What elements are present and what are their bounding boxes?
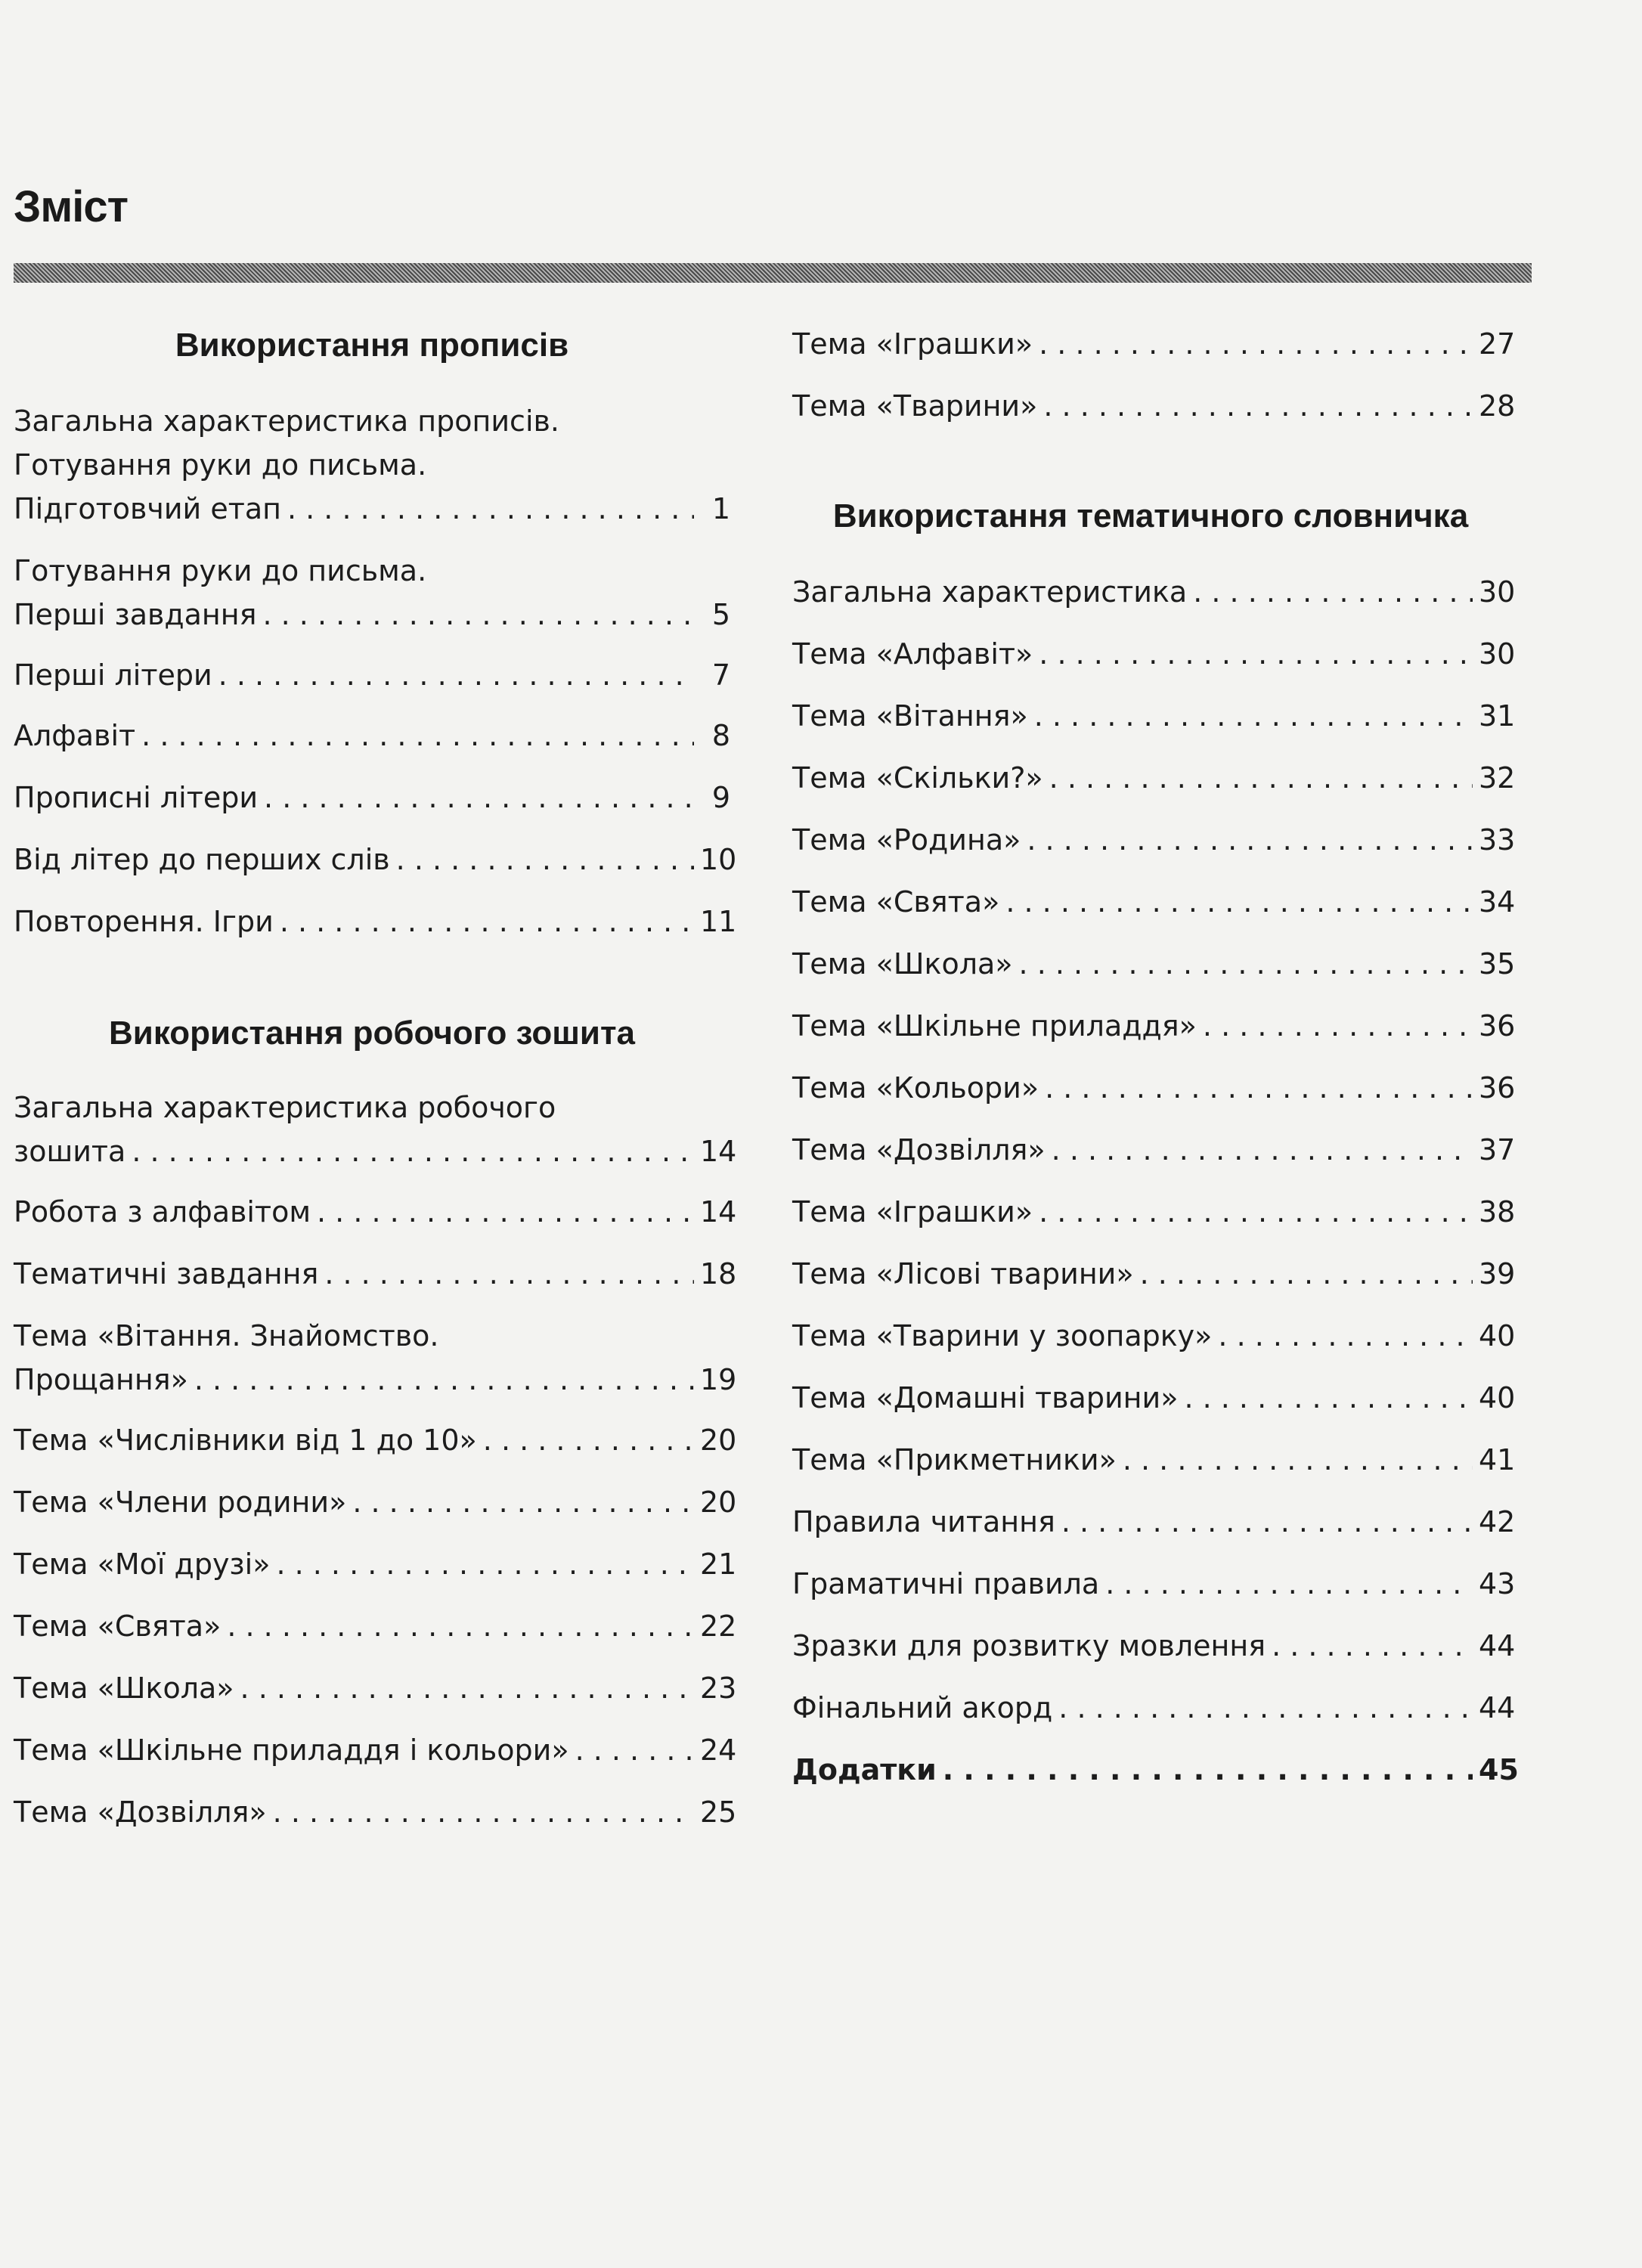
toc-page-number: 27 bbox=[1479, 327, 1516, 361]
toc-entry-line: Тема «Вітання. Знайомство. bbox=[14, 1319, 439, 1352]
title-divider bbox=[14, 263, 1532, 283]
dot-leader bbox=[194, 1358, 694, 1402]
toc-entry[interactable] bbox=[14, 714, 730, 758]
toc-entry[interactable] bbox=[792, 1562, 1516, 1606]
toc-entry[interactable] bbox=[14, 1314, 737, 1402]
toc-entry-title: Загальна характеристика bbox=[792, 575, 1188, 609]
toc-page-number: 19 bbox=[700, 1363, 737, 1396]
toc-entry[interactable] bbox=[792, 818, 1516, 862]
section-heading-propysy: Використання прописів bbox=[175, 327, 569, 364]
toc-page-number: 30 bbox=[1479, 575, 1516, 609]
dot-leader bbox=[276, 1542, 694, 1586]
toc-page-number: 28 bbox=[1479, 389, 1516, 423]
dot-leader bbox=[575, 1728, 694, 1772]
dot-leader bbox=[240, 1666, 694, 1710]
toc-page-number: 37 bbox=[1479, 1133, 1516, 1167]
toc-entry-title: Тема «Тварини у зоопарку» bbox=[792, 1319, 1213, 1352]
toc-entry-title: Робота з алфавітом bbox=[14, 1195, 311, 1228]
dot-leader bbox=[1193, 570, 1473, 614]
toc-page-number: 42 bbox=[1479, 1505, 1516, 1538]
toc-page-number: 24 bbox=[700, 1734, 737, 1767]
dot-leader bbox=[280, 900, 694, 943]
toc-page-number: 34 bbox=[1479, 885, 1516, 919]
toc-page-number: 39 bbox=[1479, 1257, 1516, 1290]
toc-page-number: 18 bbox=[700, 1257, 737, 1290]
toc-entry[interactable] bbox=[792, 880, 1516, 924]
toc-page-number: 9 bbox=[711, 781, 730, 814]
dot-leader bbox=[1049, 756, 1473, 800]
dot-leader bbox=[1027, 818, 1473, 862]
toc-entry-title: Тема «Родина» bbox=[792, 823, 1021, 857]
toc-entry[interactable] bbox=[14, 1604, 737, 1648]
toc-page-number: 43 bbox=[1479, 1567, 1516, 1600]
toc-entry-title: Перші завдання bbox=[14, 598, 257, 631]
toc-entry-title: Тема «Числівники від 1 до 10» bbox=[14, 1424, 477, 1457]
toc-page-number: 35 bbox=[1479, 947, 1516, 981]
dot-leader bbox=[227, 1604, 694, 1648]
toc-entry[interactable] bbox=[792, 1624, 1516, 1668]
dot-leader bbox=[1140, 1252, 1473, 1296]
toc-page-number: 23 bbox=[700, 1672, 737, 1705]
dot-leader bbox=[264, 776, 694, 820]
dot-leader bbox=[1034, 694, 1473, 738]
dot-leader bbox=[1105, 1562, 1473, 1606]
toc-page-number: 33 bbox=[1479, 823, 1516, 857]
toc-entry[interactable] bbox=[14, 900, 737, 943]
section-heading-robochyi-zoshyt: Використання робочого зошита bbox=[109, 1015, 635, 1052]
dot-leader bbox=[943, 1748, 1473, 1792]
toc-entry-title: Тема «Шкільне приладдя» bbox=[792, 1009, 1197, 1043]
dot-leader bbox=[1043, 384, 1473, 428]
toc-entry[interactable] bbox=[792, 632, 1516, 676]
dot-leader bbox=[352, 1480, 694, 1524]
toc-entry[interactable] bbox=[14, 776, 730, 820]
dot-leader bbox=[1203, 1004, 1473, 1048]
toc-page-number: 40 bbox=[1479, 1381, 1516, 1414]
toc-entry[interactable] bbox=[14, 1790, 737, 1834]
toc-page-number: 20 bbox=[700, 1424, 737, 1457]
toc-page-number: 36 bbox=[1479, 1009, 1516, 1043]
toc-entry[interactable] bbox=[14, 1666, 737, 1710]
toc-entry[interactable] bbox=[792, 1314, 1516, 1358]
toc-page-number: 45 bbox=[1479, 1753, 1519, 1786]
toc-entry-title: Тема «Шкільне приладдя і кольори» bbox=[14, 1734, 569, 1767]
toc-entry-title: Прописні літери bbox=[14, 781, 259, 814]
toc-page-number: 5 bbox=[711, 598, 730, 631]
toc-page-number: 8 bbox=[711, 719, 730, 752]
toc-entry-title: Тема «Іграшки» bbox=[792, 327, 1033, 361]
toc-entry-title: Тема «Школа» bbox=[792, 947, 1013, 981]
toc-entry-title: Тема «Лісові тварини» bbox=[792, 1257, 1134, 1290]
dot-leader bbox=[141, 714, 694, 758]
toc-entry-title: Тема «Кольори» bbox=[792, 1071, 1039, 1105]
toc-entry-title: Тема «Мої друзі» bbox=[14, 1548, 271, 1581]
toc-entry[interactable] bbox=[14, 1252, 737, 1296]
dot-leader bbox=[324, 1252, 694, 1296]
dot-leader bbox=[1039, 322, 1473, 366]
dot-leader bbox=[1019, 942, 1473, 986]
toc-entry-title: Від літер до перших слів bbox=[14, 843, 390, 876]
toc-entry[interactable] bbox=[792, 1004, 1516, 1048]
toc-entry[interactable] bbox=[792, 322, 1516, 366]
toc-entry-title: Тематичні завдання bbox=[14, 1257, 319, 1290]
toc-page-number: 7 bbox=[711, 658, 730, 692]
toc-entry-title: Тема «Іграшки» bbox=[792, 1195, 1033, 1228]
toc-entry-line: Загальна характеристика робочого bbox=[14, 1091, 556, 1124]
dot-leader bbox=[1039, 1190, 1473, 1234]
toc-entry-title: Правила читання bbox=[792, 1505, 1055, 1538]
toc-entry[interactable] bbox=[792, 1066, 1516, 1110]
toc-entry-title: Тема «Дозвілля» bbox=[14, 1796, 267, 1829]
dot-leader bbox=[317, 1190, 694, 1234]
toc-entry[interactable] bbox=[792, 1686, 1516, 1730]
dot-leader bbox=[1005, 880, 1473, 924]
toc-entry-title: Алфавіт bbox=[14, 719, 136, 752]
toc-entry[interactable] bbox=[792, 1376, 1516, 1420]
toc-entry[interactable] bbox=[14, 399, 730, 531]
toc-entry-title: Тема «Свята» bbox=[792, 885, 1000, 919]
toc-page-number: 14 bbox=[700, 1135, 737, 1168]
dot-leader bbox=[1123, 1438, 1473, 1482]
toc-entry-line: Готування руки до письма. bbox=[14, 448, 427, 482]
dot-leader bbox=[1052, 1128, 1473, 1172]
toc-entry-title: Тема «Школа» bbox=[14, 1672, 234, 1705]
dot-leader bbox=[287, 487, 694, 531]
toc-entry-title: Підготовчий етап bbox=[14, 492, 281, 525]
toc-page-number: 32 bbox=[1479, 761, 1516, 795]
dot-leader bbox=[262, 593, 694, 637]
toc-entry-appendix[interactable] bbox=[792, 1748, 1519, 1792]
toc-page-number: 11 bbox=[700, 905, 737, 938]
toc-entry[interactable] bbox=[14, 1728, 737, 1772]
toc-page-number: 20 bbox=[700, 1486, 737, 1519]
dot-leader bbox=[1061, 1500, 1473, 1544]
toc-page-number: 31 bbox=[1479, 699, 1516, 733]
dot-leader bbox=[1039, 632, 1473, 676]
toc-page-number: 44 bbox=[1479, 1691, 1516, 1724]
toc-entry-title: Повторення. Ігри bbox=[14, 905, 274, 938]
toc-page-number: 10 bbox=[700, 843, 737, 876]
toc-entry[interactable] bbox=[14, 1542, 737, 1586]
dot-leader bbox=[1218, 1314, 1473, 1358]
toc-page-number: 22 bbox=[700, 1610, 737, 1643]
dot-leader bbox=[1058, 1686, 1473, 1730]
dot-leader bbox=[1045, 1066, 1473, 1110]
toc-entry[interactable] bbox=[14, 653, 730, 697]
toc-entry-title: Тема «Члени родини» bbox=[14, 1486, 347, 1519]
toc-page-number: 38 bbox=[1479, 1195, 1516, 1228]
toc-entry[interactable] bbox=[14, 1480, 737, 1524]
toc-entry-title: Прощання» bbox=[14, 1363, 188, 1396]
toc-entry[interactable] bbox=[14, 838, 737, 881]
toc-entry-title: Тема «Вітання» bbox=[792, 699, 1028, 733]
toc-entry[interactable] bbox=[14, 1418, 737, 1462]
toc-page-number: 30 bbox=[1479, 637, 1516, 671]
dot-leader bbox=[483, 1418, 694, 1462]
toc-entry-title: зошита bbox=[14, 1135, 126, 1168]
toc-entry-title: Тема «Алфавіт» bbox=[792, 637, 1033, 671]
dot-leader bbox=[1272, 1624, 1473, 1668]
toc-page-number: 21 bbox=[700, 1548, 737, 1581]
toc-entry-title: Тема «Тварини» bbox=[792, 389, 1038, 423]
page-title: Зміст bbox=[14, 182, 129, 231]
toc-entry[interactable] bbox=[792, 1438, 1516, 1482]
toc-entry-line: Загальна характеристика прописів. bbox=[14, 404, 559, 438]
toc-entry-title: Фінальний акорд bbox=[792, 1691, 1053, 1724]
toc-entry-title: Додатки bbox=[792, 1753, 937, 1786]
toc-page-number: 41 bbox=[1479, 1443, 1516, 1476]
toc-page-number: 44 bbox=[1479, 1629, 1516, 1662]
toc-entry[interactable] bbox=[14, 1190, 737, 1234]
toc-entry[interactable] bbox=[792, 1252, 1516, 1296]
toc-page-number: 36 bbox=[1479, 1071, 1516, 1105]
toc-entry[interactable] bbox=[792, 1190, 1516, 1234]
toc-entry[interactable] bbox=[792, 570, 1516, 614]
toc-entry[interactable] bbox=[792, 756, 1516, 800]
toc-page-number: 1 bbox=[711, 492, 730, 525]
toc-entry[interactable] bbox=[792, 942, 1516, 986]
toc-entry[interactable] bbox=[792, 694, 1516, 738]
toc-entry[interactable] bbox=[792, 1128, 1516, 1172]
toc-entry-title: Тема «Свята» bbox=[14, 1610, 222, 1643]
toc-entry[interactable] bbox=[792, 1500, 1516, 1544]
dot-leader bbox=[218, 653, 694, 697]
toc-page-number: 25 bbox=[700, 1796, 737, 1829]
dot-leader bbox=[132, 1129, 694, 1173]
toc-entry-title: Перші літери bbox=[14, 658, 212, 692]
toc-entry[interactable] bbox=[14, 1086, 737, 1173]
toc-entry-title: Тема «Дозвілля» bbox=[792, 1133, 1046, 1167]
toc-entry[interactable] bbox=[14, 549, 730, 637]
toc-entry-title: Зразки для розвитку мовлення bbox=[792, 1629, 1266, 1662]
toc-entry-title: Тема «Домашні тварини» bbox=[792, 1381, 1179, 1414]
toc-page-number: 14 bbox=[700, 1195, 737, 1228]
dot-leader bbox=[273, 1790, 694, 1834]
toc-entry-title: Тема «Скільки?» bbox=[792, 761, 1043, 795]
toc-page-number: 40 bbox=[1479, 1319, 1516, 1352]
dot-leader bbox=[396, 838, 694, 881]
dot-leader bbox=[1184, 1376, 1473, 1420]
toc-entry-title: Тема «Прикметники» bbox=[792, 1443, 1117, 1476]
section-heading-slovnychok: Використання тематичного словничка bbox=[832, 497, 1469, 534]
toc-entry-line: Готування руки до письма. bbox=[14, 554, 427, 587]
toc-entry[interactable] bbox=[792, 384, 1516, 428]
toc-entry-title: Граматичні правила bbox=[792, 1567, 1100, 1600]
